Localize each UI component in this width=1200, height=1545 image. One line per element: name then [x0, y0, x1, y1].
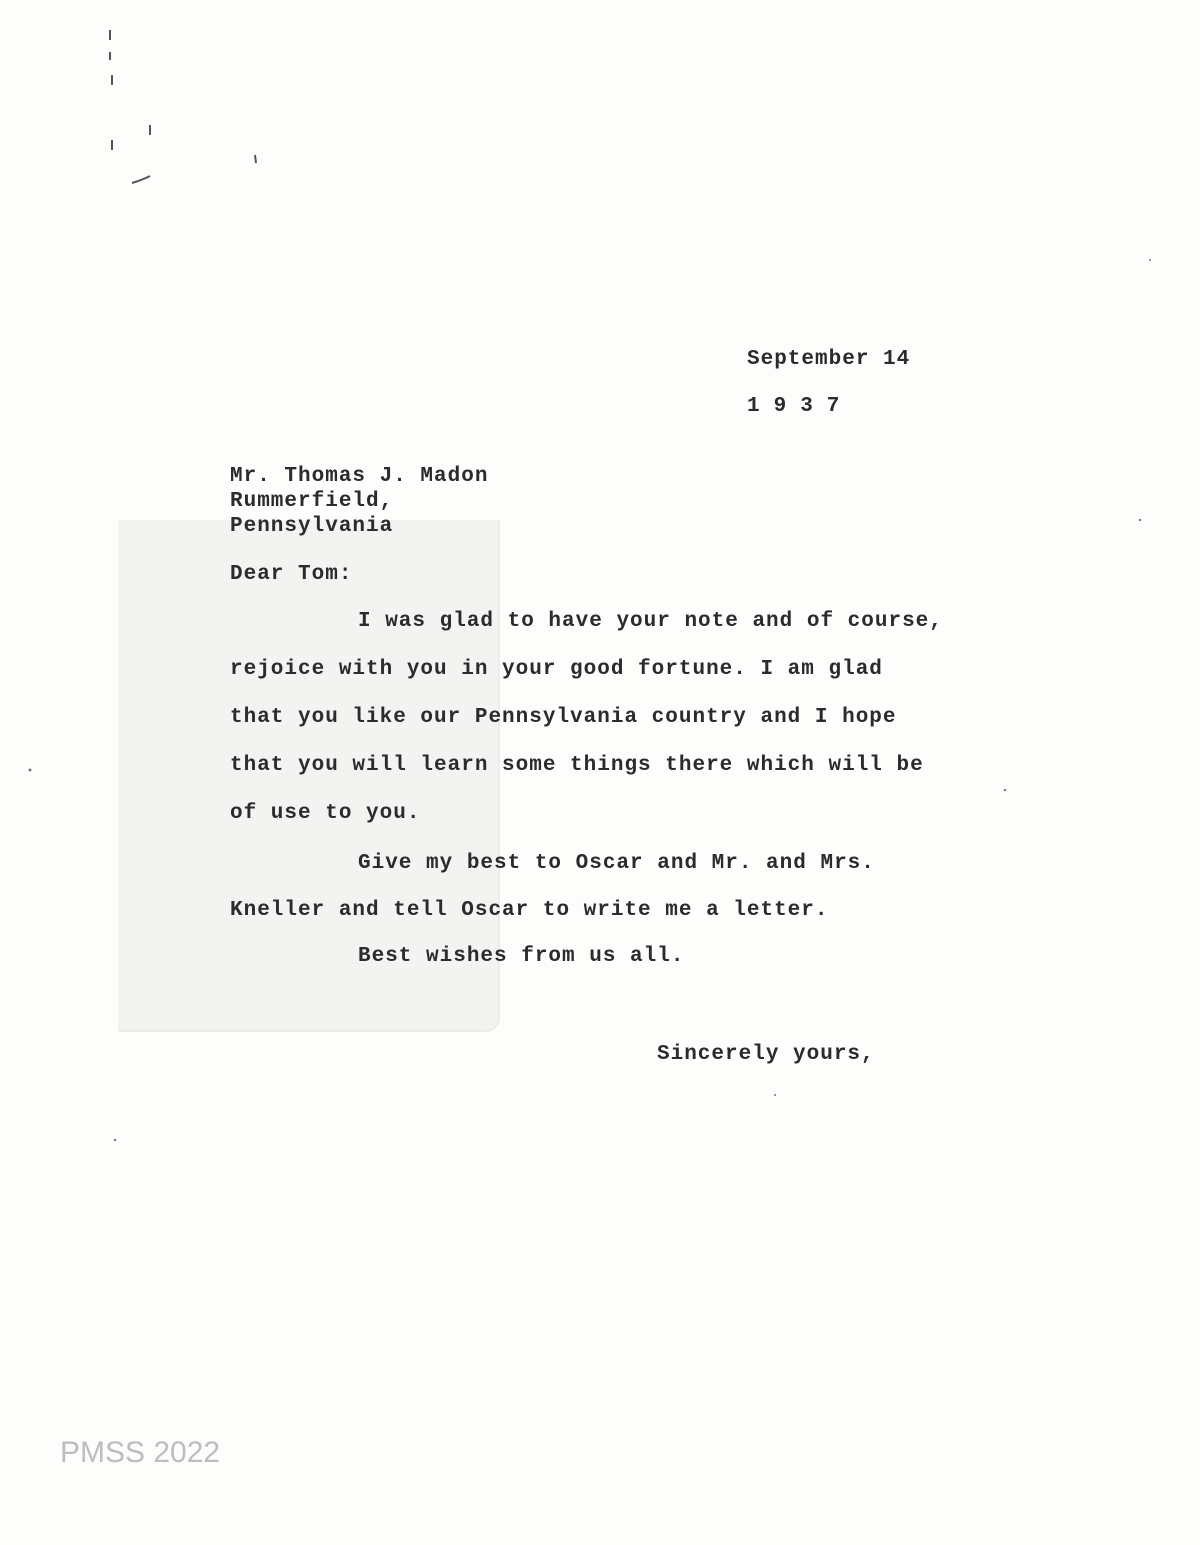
- salutation: Dear Tom:: [230, 563, 353, 586]
- body-line: Kneller and tell Oscar to write me a letter.: [230, 899, 829, 922]
- date-line: September 14: [747, 348, 911, 371]
- archive-watermark: PMSS 2022: [60, 1436, 221, 1469]
- body-line: I was glad to have your note and of course,: [358, 610, 943, 633]
- body-line: rejoice with you in your good fortune. I am glad: [230, 658, 883, 681]
- body-line: that you like our Pennsylvania country and I hope: [230, 706, 897, 729]
- recipient-town: Rummerfield,: [230, 490, 394, 513]
- recipient-name: Mr. Thomas J. Madon: [230, 465, 489, 488]
- date-year: 1937: [747, 395, 854, 418]
- closing: Sincerely yours,: [657, 1043, 875, 1066]
- body-line: that you will learn some things there which will be: [230, 754, 924, 777]
- body-line: of use to you.: [230, 802, 421, 825]
- recipient-state: Pennsylvania: [230, 515, 394, 538]
- body-line: Give my best to Oscar and Mr. and Mrs.: [358, 852, 875, 875]
- body-line: Best wishes from us all.: [358, 945, 685, 968]
